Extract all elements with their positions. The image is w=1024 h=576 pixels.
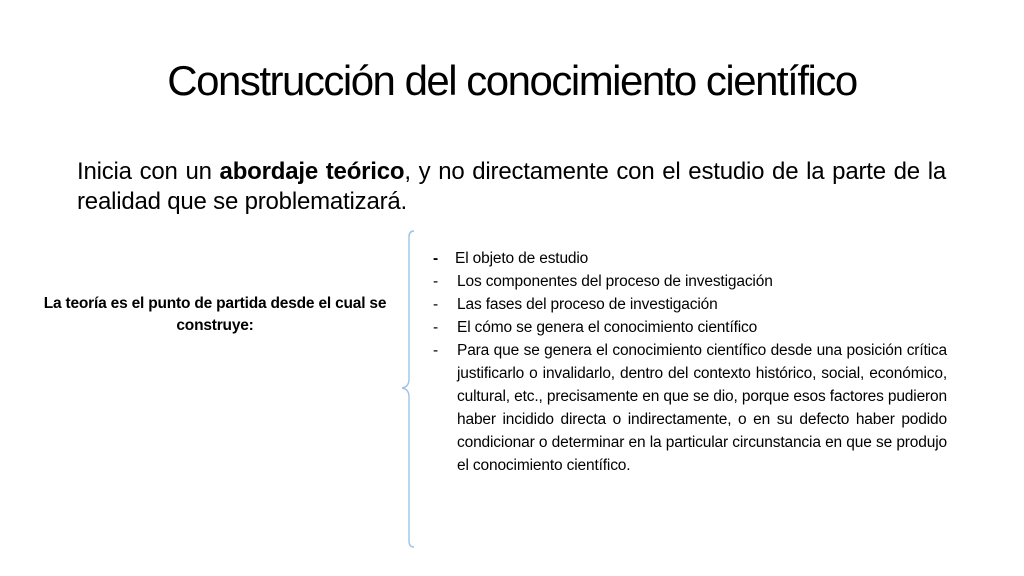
bullet-dash: - (433, 273, 439, 290)
left-brace-icon (396, 229, 420, 551)
list-item (433, 339, 947, 477)
intro-text-start: Inicia con un (77, 158, 220, 185)
intro-bold-phrase: abordaje teórico (219, 158, 405, 185)
construction-list (433, 247, 947, 477)
intro-paragraph (77, 157, 946, 217)
lead-statement: La teoría es el punto de partida desde el cual se construye: (43, 295, 387, 334)
list-item (433, 316, 947, 339)
bullet-dash: - (433, 342, 439, 359)
slide-title: Construcción del conocimiento científico (167, 57, 857, 104)
list-item-text: El objeto de estudio (455, 250, 589, 267)
bullet-dash: - (433, 250, 439, 267)
list-item-text: El cómo se genera el conocimiento científico (457, 319, 758, 336)
bullet-dash: - (433, 296, 439, 313)
bullet-dash: - (433, 319, 439, 336)
intro-text-end: , y no directamente con el estudio de la parte de la realidad que se problematizará. (77, 158, 947, 215)
list-item-text: Los componentes del proceso de investigación (457, 273, 773, 290)
list-item (433, 293, 947, 316)
list-item (433, 247, 947, 270)
list-item-text: Las fases del proceso de investigación (457, 296, 718, 313)
list-item (433, 270, 947, 293)
list-item-text: Para que se genera el conocimiento científico desde una posición crítica justificarlo o invalidarlo, dentro del contexto histórico, social, económico, cultural, etc., precisamente en que se dio, porque esos factores pudieron haber incidido directa o indirectamente, o en su defecto haber podido condicionar o determinar en la particular circunstancia en que se produjo el conocimiento científico. (457, 342, 947, 474)
